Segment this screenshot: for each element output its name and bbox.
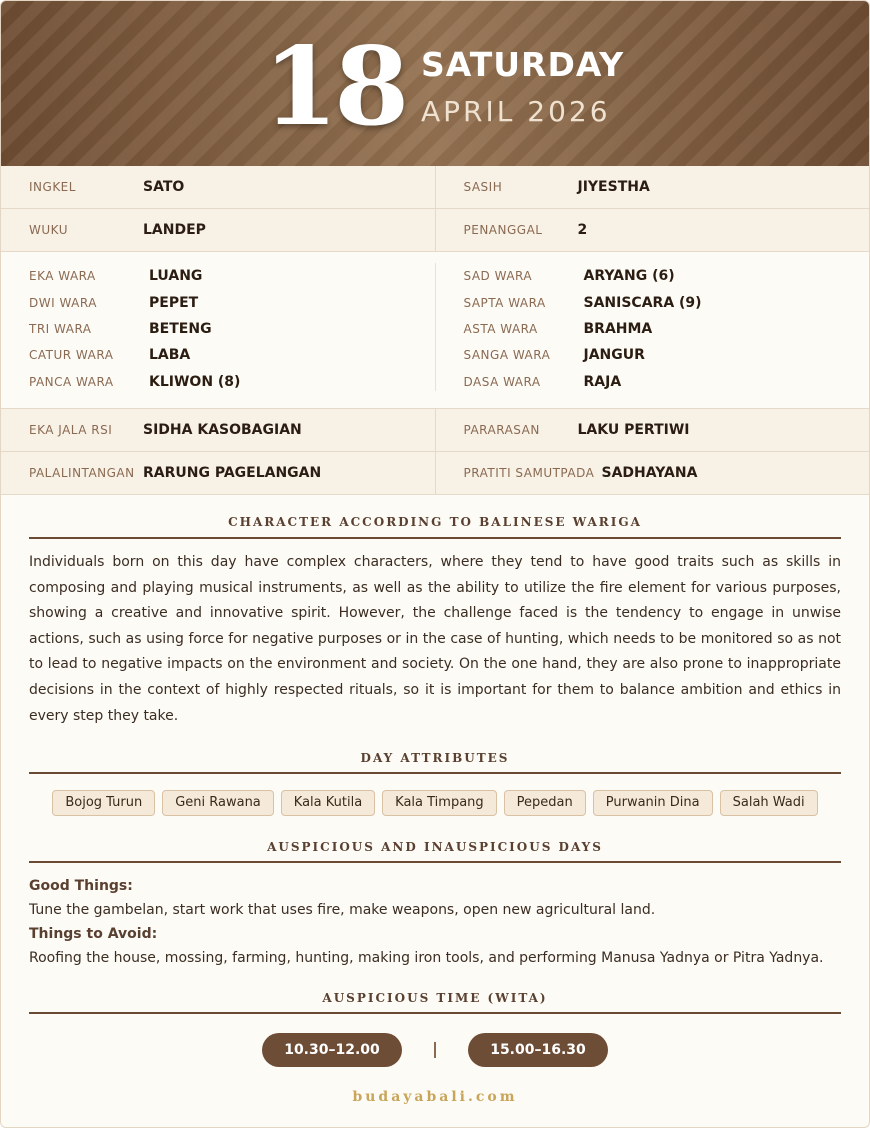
info-value: LANDEP <box>143 222 206 238</box>
time-title: AUSPICIOUS TIME (WITA) <box>322 991 548 1006</box>
attribute-tags <box>1 790 869 816</box>
weekday-label: SATURDAY <box>421 45 625 84</box>
attribute-tag: Kala Timpang <box>382 790 497 816</box>
wara-column-left <box>1 263 436 391</box>
info-label: PRATITI SAMUTPADA <box>463 466 595 480</box>
attribute-tag: Pepedan <box>504 790 586 816</box>
wara-row <box>1 369 435 395</box>
info-cell <box>1 166 436 208</box>
wara-label: CATUR WARA <box>29 348 114 363</box>
info-label: EKA JALA RSI <box>29 423 113 437</box>
wara-value: LABA <box>149 347 191 364</box>
wara-label: SANGA WARA <box>463 348 551 363</box>
info-value: LAKU PERTIWI <box>577 422 690 438</box>
info-cell <box>436 209 870 251</box>
time-slot-pill: 10.30–12.00 <box>262 1033 402 1067</box>
wara-label: ASTA WARA <box>463 321 538 336</box>
attribute-tag: Kala Kutila <box>281 790 375 816</box>
info-cell <box>436 166 870 208</box>
info-value: SATO <box>143 179 185 195</box>
info-row-palalintangan <box>1 452 869 495</box>
info-value: RARUNG PAGELANGAN <box>143 465 322 481</box>
wara-value: SANISCARA (9) <box>583 294 702 311</box>
info-value: SIDHA KASOBAGIAN <box>143 422 302 438</box>
info-label: INGKEL <box>29 180 76 194</box>
info-row-eka-jala-rsi <box>1 409 869 452</box>
wara-label: EKA WARA <box>29 269 96 284</box>
day-number: 18 <box>263 24 406 150</box>
wara-row <box>436 263 870 289</box>
info-label: PARARASAN <box>463 423 540 437</box>
info-row-wuku <box>1 209 869 252</box>
good-things-text: Tune the gambelan, start work that uses fire, make weapons, open new agricultural land. <box>29 902 656 919</box>
attributes-title: DAY ATTRIBUTES <box>360 751 510 766</box>
things-to-avoid-text: Roofing the house, mossing, farming, hunting, making iron tools, and performing Manusa Yadnya or Pitra Yadnya. <box>29 950 824 967</box>
wara-value: PEPET <box>149 294 199 311</box>
wara-value: BRAHMA <box>583 320 653 337</box>
wara-label: SAPTA WARA <box>463 295 546 310</box>
info-cell <box>1 409 436 451</box>
wara-value: RAJA <box>583 373 622 390</box>
wara-row <box>1 316 435 342</box>
attribute-tag: Geni Rawana <box>162 790 274 816</box>
time-separator <box>434 1042 436 1058</box>
wara-value: KLIWON (8) <box>149 373 241 390</box>
things-to-avoid-label: Things to Avoid: <box>29 926 158 943</box>
days-title: AUSPICIOUS AND INAUSPICIOUS DAYS <box>267 840 603 855</box>
wara-value: ARYANG (6) <box>583 268 675 285</box>
wara-row <box>436 369 870 395</box>
time-slots <box>1 1033 869 1067</box>
wara-row <box>436 316 870 342</box>
info-label: SASIH <box>463 180 503 194</box>
attribute-tag: Purwanin Dina <box>593 790 713 816</box>
wara-label: SAD WARA <box>463 269 533 284</box>
wara-row <box>436 289 870 315</box>
info-value: SADHAYANA <box>601 465 698 481</box>
wara-label: PANCA WARA <box>29 374 114 389</box>
info-value: 2 <box>577 222 588 238</box>
attribute-tag: Salah Wadi <box>720 790 818 816</box>
wara-value: LUANG <box>149 268 203 285</box>
info-cell <box>436 452 870 494</box>
date-header <box>1 1 869 166</box>
info-cell <box>436 409 870 451</box>
good-things-label: Good Things: <box>29 878 133 895</box>
wara-row <box>1 289 435 315</box>
wara-value: JANGUR <box>583 347 645 364</box>
wara-column-right <box>436 263 870 408</box>
info-value: JIYESTHA <box>577 179 650 195</box>
info-label: WUKU <box>29 223 68 237</box>
footer-brand: budayabali.com <box>352 1089 518 1106</box>
wara-row <box>1 263 435 289</box>
attribute-tag: Bojog Turun <box>52 790 155 816</box>
info-cell <box>1 209 436 251</box>
time-slot-pill: 15.00–16.30 <box>468 1033 608 1067</box>
info-label: PENANGGAL <box>463 223 543 237</box>
wara-label: DASA WARA <box>463 374 541 389</box>
character-title: CHARACTER ACCORDING TO BALINESE WARIGA <box>228 515 642 529</box>
wara-table <box>1 252 869 409</box>
info-cell <box>1 452 436 494</box>
wara-row <box>1 342 435 368</box>
wara-label: TRI WARA <box>29 321 92 336</box>
wara-row <box>436 342 870 368</box>
wara-value: BETENG <box>149 320 212 337</box>
month-year-label: APRIL 2026 <box>421 95 611 128</box>
wara-label: DWI WARA <box>29 295 97 310</box>
info-row-ingkel <box>1 166 869 209</box>
character-text: Individuals born on this day have complex characters, where they tend to have good traits such as skills in composing and playing musical instruments, as well as the ability to utilize the fire element for various purposes, showing a creative and innovative spirit. However, the challenge faced is the tendency to engage in unwise actions, such as using force for negative purposes or in the case of hunting, which needs to be monitored so as not to lead to negative impacts on the environment and society. On the one hand, they are also prone to inappropriate decisions in the context of highly respected rituals, so it is important for them to balance ambition and ethics in every step they take. <box>29 554 841 724</box>
info-label: PALALINTANGAN <box>29 466 135 480</box>
